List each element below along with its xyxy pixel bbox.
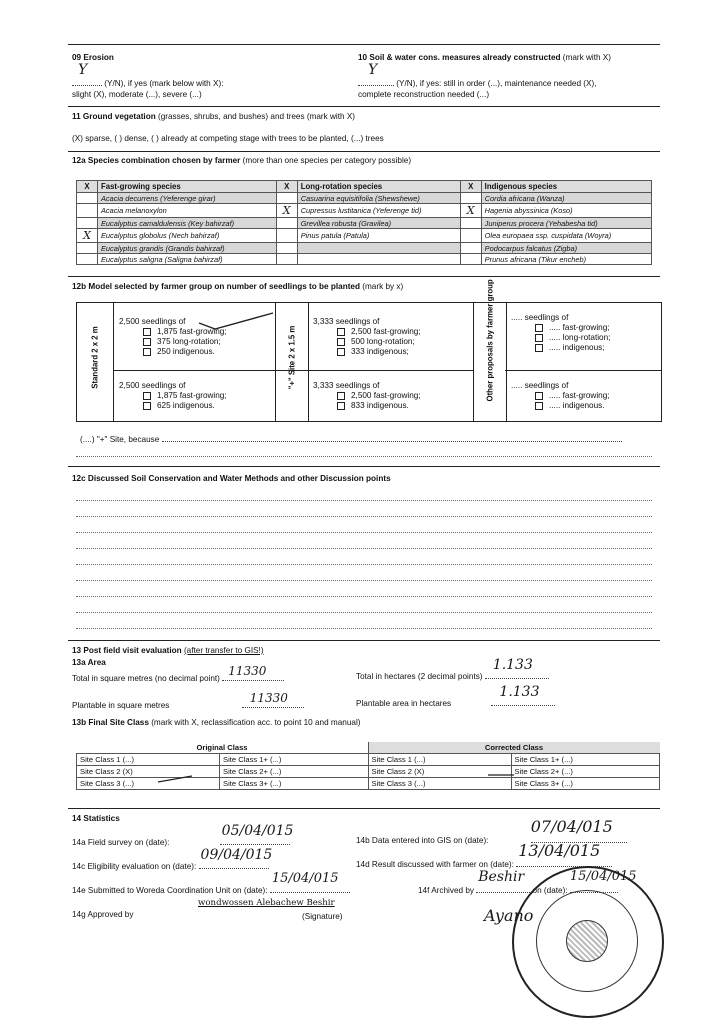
cell-mark <box>77 243 98 254</box>
checkbox[interactable] <box>535 402 543 410</box>
s14g-label: 14g Approved by <box>72 910 134 919</box>
sqm-row <box>72 664 284 684</box>
oth-a-head: ..... seedlings of <box>511 313 569 322</box>
oth-a-item: ..... fast-growing; <box>549 323 610 332</box>
plant-sqm-value: 11330 <box>249 691 288 705</box>
species-table-header <box>77 181 652 193</box>
checkbox[interactable] <box>143 402 151 410</box>
std-b-head: 2,500 seedlings of <box>119 381 186 390</box>
s14c-label: 14c Eligibility evaluation on (date): <box>72 862 197 871</box>
plant-ha-label: Plantable area in hectares <box>356 699 452 708</box>
table-row <box>77 254 652 265</box>
cell-mark <box>460 254 481 265</box>
s10-answer: Y <box>368 62 378 78</box>
cell-mark <box>276 218 297 229</box>
plus-a-head: 3,333 seedlings of <box>313 317 380 326</box>
s11-heading <box>72 112 355 122</box>
checkbox[interactable] <box>535 334 543 342</box>
s10-q2: complete reconstruction needed (...) <box>358 90 490 99</box>
s14d-value: 13/04/015 <box>518 841 601 860</box>
cell-mark <box>77 254 98 265</box>
plant-sqm-row <box>72 691 304 711</box>
cell-mark <box>77 204 98 218</box>
col-long: Long-rotation species <box>297 181 460 193</box>
handwritten-dash <box>486 770 516 780</box>
oth-b <box>511 381 610 411</box>
cell: Olea europaea ssp. cuspidata (Woyra) <box>481 229 651 243</box>
cell-mark: X <box>77 229 98 243</box>
s09-title: 09 Erosion <box>72 53 114 62</box>
checkbox[interactable] <box>143 338 151 346</box>
checkbox[interactable] <box>143 328 151 336</box>
plant-ha-value: 1.133 <box>499 684 540 700</box>
orig-class-head: Original Class <box>77 742 369 754</box>
cell: Hagenia abyssinica (Koso) <box>481 204 651 218</box>
cell-mark <box>460 218 481 229</box>
cell: Eucalyptus saligna (Saligna bahirzaf) <box>98 254 277 265</box>
other-col <box>473 279 507 421</box>
col-indig: Indigenous species <box>481 181 651 193</box>
plus-b <box>313 381 421 411</box>
cell: Site Class 2+ (...) <box>511 766 660 778</box>
col-x-2: X <box>276 181 297 193</box>
s13b-heading <box>72 718 361 728</box>
s10-title: 10 Soil & water cons. measures already constructed <box>358 53 561 62</box>
plus-a-item: 2,500 fast-growing; <box>351 327 421 336</box>
cell-mark <box>276 193 297 204</box>
s09-question <box>72 62 224 89</box>
handwritten-dash <box>156 772 196 786</box>
s11-options: (X) sparse, ( ) dense, ( ) already at competing stage with trees to be planted, (...) trees <box>72 134 384 143</box>
checkbox[interactable] <box>535 344 543 352</box>
cell: Site Class 2 (X) <box>77 766 220 778</box>
plus-site-because <box>80 433 622 445</box>
checkbox[interactable] <box>535 324 543 332</box>
s09-options: slight (X), moderate (...), severe (...) <box>72 90 202 99</box>
std-a-item: 375 long-rotation; <box>157 337 221 346</box>
table-row <box>77 218 652 229</box>
cell: Prunus africana (Tikur encheb) <box>481 254 651 265</box>
std-b-item: 625 indigenous. <box>157 401 215 410</box>
plus-a-item: 500 long-rotation; <box>351 337 415 346</box>
plus-label: "+" Site 2 x 1.5 m <box>287 325 297 390</box>
s14e-row <box>72 871 350 896</box>
s12a-heading <box>72 156 411 166</box>
cell <box>297 243 460 254</box>
cell: Eucalyptus globolus (Nech bahirzaf) <box>98 229 277 243</box>
s14-title: 14 Statistics <box>72 814 120 823</box>
form-page <box>68 44 660 969</box>
plant-sqm-label: Plantable in square metres <box>72 701 170 710</box>
plus-col <box>275 303 309 421</box>
cell: Site Class 1+ (...) <box>511 754 660 766</box>
s09-answer: Y <box>78 62 88 78</box>
cell-mark: X <box>276 204 297 218</box>
s14e-label: 14e Submitted to Woreda Coordination Unit on (date): <box>72 886 268 895</box>
cell-mark <box>77 193 98 204</box>
cell: Site Class 3+ (...) <box>511 778 660 790</box>
s14a-label: 14a Field survey on (date): <box>72 838 170 847</box>
plus-b-item: 833 indigenous. <box>351 401 409 410</box>
s14f-value: Beshir <box>478 869 525 885</box>
cell-mark <box>276 243 297 254</box>
s14b-label: 14b Data entered into GIS on (date): <box>356 836 489 845</box>
col-fast: Fast-growing species <box>98 181 277 193</box>
table-row <box>77 229 652 243</box>
cell: Site Class 3+ (...) <box>220 778 369 790</box>
cell: Site Class 2+ (...) <box>220 766 369 778</box>
cell-mark <box>460 229 481 243</box>
oth-a-item: ..... indigenous; <box>549 343 605 352</box>
s09-q-text: (Y/N), if yes (mark below with X): <box>104 79 224 88</box>
sqm-value: 11330 <box>228 664 267 678</box>
handwritten-signature: Ayano <box>484 906 534 925</box>
s12b-note: (mark by x) <box>362 282 404 291</box>
s11-desc: (grasses, shrubs, and bushes) and trees (mark with X) <box>158 112 356 121</box>
table-row <box>77 243 652 254</box>
cell: Site Class 3 (...) <box>77 778 220 790</box>
cell-mark <box>460 193 481 204</box>
s13b-title: 13b Final Site Class <box>72 718 149 727</box>
species-table <box>76 180 652 265</box>
checkbox[interactable] <box>143 392 151 400</box>
s10-question <box>358 62 597 89</box>
cell-mark <box>77 218 98 229</box>
s13-title: 13 Post field visit evaluation <box>72 646 182 655</box>
sqm-label: Total in square metres (no decimal point) <box>72 674 220 683</box>
s14c-row <box>72 847 273 872</box>
s10-note: (mark with X) <box>562 53 611 62</box>
plus-a-item: 333 indigenous; <box>351 347 409 356</box>
std-b-item: 1,875 fast-growing; <box>157 391 227 400</box>
cell: Eucalyptus grandis (Grandis bahirzaf) <box>98 243 277 254</box>
s14f-label: 14f Archived by <box>418 886 474 895</box>
plus-b-head: 3,333 seedlings of <box>313 381 380 390</box>
checkbox[interactable] <box>535 392 543 400</box>
cell: Site Class 1 (...) <box>77 754 220 766</box>
checkbox[interactable] <box>337 392 345 400</box>
s12c-title: 12c Discussed Soil Conservation and Water Methods and other Discussion points <box>72 474 391 483</box>
cell: Pinus patula (Patula) <box>297 229 460 243</box>
ha-row <box>356 657 549 682</box>
s13a-title: 13a Area <box>72 658 106 667</box>
approver-name: wondwossen Alebachew Beshir <box>198 898 335 908</box>
checkbox[interactable] <box>143 348 151 356</box>
s14f-date: 15/04/015 <box>569 869 637 884</box>
cell-mark <box>460 243 481 254</box>
because-label: (....) "+" Site, because <box>80 435 160 444</box>
other-label: Other proposals by farmer group <box>485 279 495 402</box>
ha-label: Total in hectares (2 decimal points) <box>356 672 483 681</box>
cell: Site Class 1+ (...) <box>220 754 369 766</box>
oth-a-item: ..... long-rotation; <box>549 333 611 342</box>
official-stamp-icon <box>512 866 664 1018</box>
cell: Podocarpus falcatus (Zigba) <box>481 243 651 254</box>
plus-b-item: 2,500 fast-growing; <box>351 391 421 400</box>
s14a-value: 05/04/015 <box>221 823 294 839</box>
s10-q-text: (Y/N), if yes: still in order (...), maintenance needed (X), <box>396 79 597 88</box>
cell: Cupressus lustitanica (Yeferenge tid) <box>297 204 460 218</box>
cell: Grevillea robusta (Gravilea) <box>297 218 460 229</box>
oth-b-head: ..... seedlings of <box>511 381 569 390</box>
checkbox[interactable] <box>337 402 345 410</box>
s14f-on: on (date): <box>532 886 568 895</box>
table-row <box>77 193 652 204</box>
s12a-note: (more than one species per category possible) <box>242 156 412 165</box>
s12b-title: 12b Model selected by farmer group on number of seedlings to be planted <box>72 282 360 291</box>
signature-label: (Signature) <box>302 912 343 921</box>
plus-a <box>313 317 421 357</box>
oth-b-item: ..... indigenous. <box>549 401 605 410</box>
cell-mark <box>276 254 297 265</box>
cell: Juniperus procera (Yehabesha tid) <box>481 218 651 229</box>
standard-label: Standard 2 x 2 m <box>90 326 100 389</box>
cell: Eucalyptus camaldulensis (Key bahirzaf) <box>98 218 277 229</box>
s13-heading <box>72 646 264 656</box>
table-row <box>77 204 652 218</box>
s14d-label: 14d Result discussed with farmer on (date): <box>356 860 514 869</box>
handwritten-check-mark <box>197 309 277 331</box>
std-a-head: 2,500 seedlings of <box>119 317 186 326</box>
oth-a <box>511 313 610 353</box>
std-a-item: 250 indigenous. <box>157 347 215 356</box>
cell: Acacia decurrens (Yeferenge girar) <box>98 193 277 204</box>
corr-class-head: Corrected Class <box>368 742 660 754</box>
s10-heading <box>358 53 611 63</box>
checkbox[interactable] <box>337 328 345 336</box>
cell: Casuarina equisitifolia (Shewshewe) <box>297 193 460 204</box>
s14e-value: 15/04/015 <box>271 871 339 886</box>
s11-title: 11 Ground vegetation <box>72 112 156 121</box>
s13b-note: (mark with X, reclassification acc. to point 10 and manual) <box>151 718 361 727</box>
cell: Site Class 1 (...) <box>368 754 511 766</box>
checkbox[interactable] <box>337 348 345 356</box>
s12b-heading <box>72 282 403 292</box>
table-row <box>77 754 660 766</box>
s14g-row <box>72 910 133 920</box>
cell: Cordia africana (Wanza) <box>481 193 651 204</box>
standard-col <box>77 303 114 421</box>
s13-title-u: (after transfer to GIS!) <box>183 646 264 655</box>
cell: Acacia melanoxylon <box>98 204 277 218</box>
std-b <box>119 381 227 411</box>
ha-value: 1.133 <box>492 657 533 673</box>
s14b-value: 07/04/015 <box>530 817 613 836</box>
cell <box>297 254 460 265</box>
checkbox[interactable] <box>337 338 345 346</box>
s14c-value: 09/04/015 <box>200 847 273 863</box>
plant-ha-row <box>356 684 555 709</box>
cell: Site Class 2 (X) <box>368 766 511 778</box>
col-x-1: X <box>77 181 98 193</box>
cell-mark <box>276 229 297 243</box>
cell-mark: X <box>460 204 481 218</box>
col-x-3: X <box>460 181 481 193</box>
s12a-title: 12a Species combination chosen by farmer <box>72 156 241 165</box>
oth-b-item: ..... fast-growing; <box>549 391 610 400</box>
std-a-item: 1,875 fast-growing; <box>157 327 227 336</box>
cell: Site Class 3 (...) <box>368 778 511 790</box>
